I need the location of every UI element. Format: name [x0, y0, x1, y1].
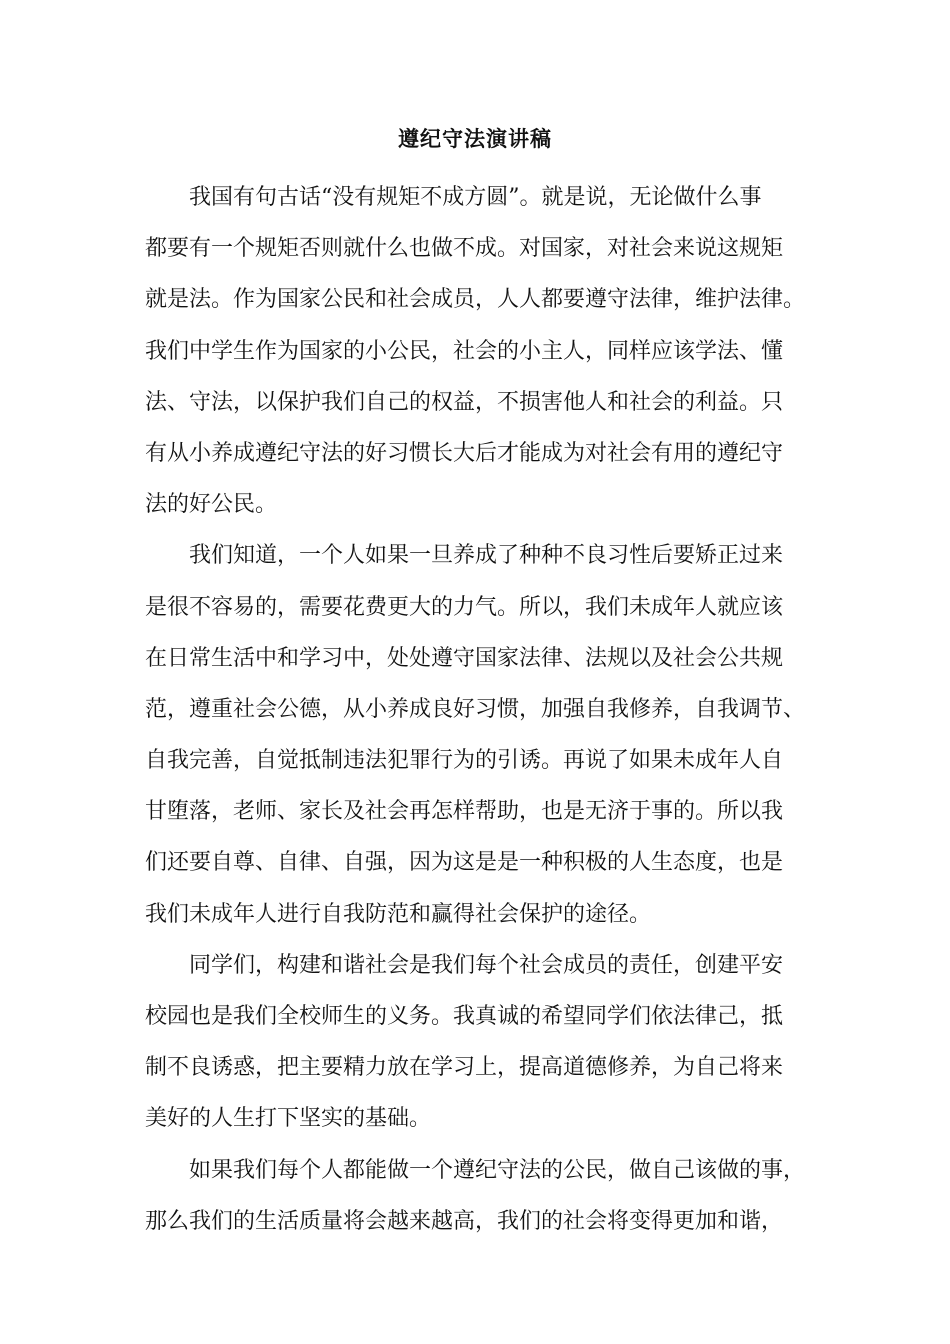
text-line: 就是法。作为国家公民和社会成员，人人都要遵守法律，维护法律。 [145, 287, 806, 313]
paragraph-2 [145, 530, 823, 940]
text-line: 如果我们每个人都能做一个遵纪守法的公民，做自己该做的事， [189, 1157, 806, 1183]
text-line: 那么我们的生活质量将会越来越高，我们的社会将变得更加和谐， [145, 1208, 784, 1234]
text-line: 我们知道，一个人如果一旦养成了种种不良习性后要矫正过来 [189, 543, 784, 569]
paragraph-3 [145, 940, 823, 1145]
text-line: 我们中学生作为国家的小公民，社会的小主人，同样应该学法、懂 [145, 338, 784, 364]
text-line: 法的好公民。 [145, 492, 278, 518]
text-line: 我国有句古话“没有规矩不成方圆”。就是说，无论做什么事 [189, 185, 762, 210]
text-line: 同学们，构建和谐社会是我们每个社会成员的责任，创建平安 [189, 952, 784, 978]
text-line: 校园也是我们全校师生的义务。我真诚的希望同学们依法律己，抵 [145, 1004, 784, 1029]
document-body [145, 172, 823, 1247]
text-line: 自我完善，自觉抵制违法犯罪行为的引诱。再说了如果未成年人自 [145, 748, 784, 774]
text-line: 都要有一个规矩否则就什么也做不成。对国家，对社会来说这规矩 [145, 236, 784, 262]
text-line: 甘堕落，老师、家长及社会再怎样帮助，也是无济于事的。所以我 [145, 799, 784, 825]
document-title: 遵纪守法演讲稿 [398, 126, 552, 151]
text-line: 范，遵重社会公德，从小养成良好习惯，加强自我修养，自我调节、 [145, 696, 806, 722]
text-line: 是很不容易的，需要花费更大的力气。所以，我们未成年人就应该 [145, 594, 784, 620]
text-line: 制不良诱惑，把主要精力放在学习上，提高道德修养，为自己将来 [145, 1055, 784, 1081]
text-line: 我们未成年人进行自我防范和赢得社会保护的途径。 [145, 901, 652, 927]
text-line: 在日常生活中和学习中，处处遵守国家法律、法规以及社会公共规 [145, 645, 784, 671]
text-line: 法、守法，以保护我们自己的权益，不损害他人和社会的利益。只 [145, 389, 784, 415]
paragraph-1 [145, 172, 823, 530]
text-line: 们还要自尊、自律、自强，因为这是是一种积极的人生态度，也是 [145, 850, 784, 876]
text-line: 有从小养成遵纪守法的好习惯长大后才能成为对社会有用的遵纪守 [145, 440, 784, 466]
text-line: 美好的人生打下坚实的基础。 [145, 1106, 432, 1132]
paragraph-4 [145, 1145, 823, 1247]
